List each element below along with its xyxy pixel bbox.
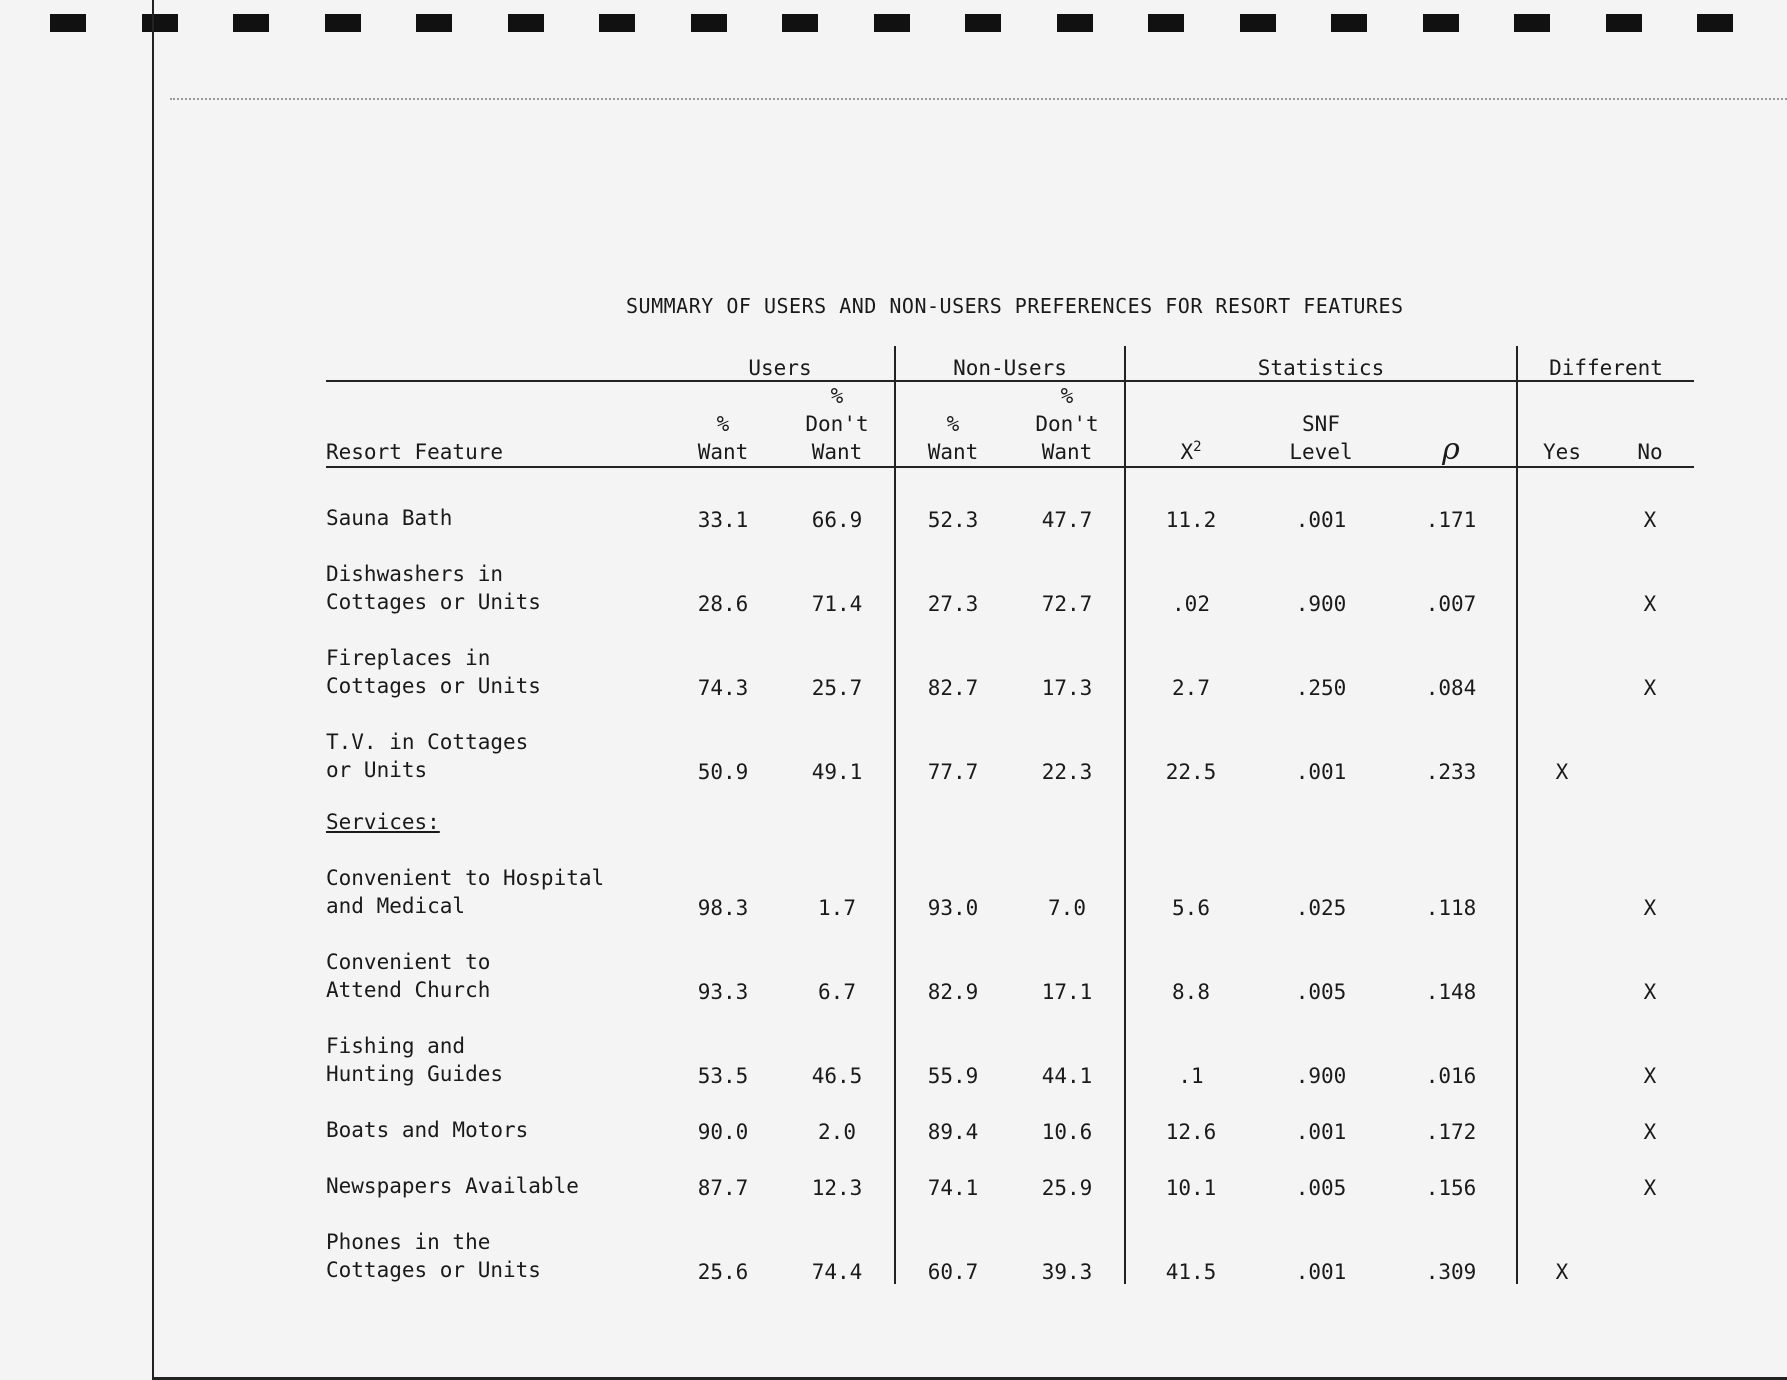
rho-cell: .156	[1386, 1144, 1517, 1200]
chi-square-cell: 22.5	[1165, 760, 1217, 784]
feature-label-line: Boats and Motors	[326, 1118, 529, 1142]
left-margin-rule	[152, 0, 154, 1380]
different-no-cell: X	[1643, 676, 1657, 700]
preferences-table	[326, 346, 1694, 1284]
users-want-cell: 87.7	[697, 1176, 749, 1200]
different-no-cell: X	[1643, 508, 1657, 532]
snf-level-cell: .001	[1295, 1120, 1347, 1144]
non-users-want-cell: 89.4	[927, 1120, 979, 1144]
perforation-hole	[1606, 14, 1642, 32]
resort-feature-cell	[326, 532, 666, 616]
resort-feature-cell	[326, 1004, 666, 1088]
different-yes-cell	[1517, 1088, 1606, 1144]
section-label-text: Services:	[326, 810, 440, 834]
table-row	[326, 616, 1694, 700]
table-row	[326, 532, 1694, 616]
non-users-want-cell: 74.1	[927, 1176, 979, 1200]
users-dont-want-cell: 1.7	[780, 836, 895, 920]
resort-feature-cell	[326, 616, 666, 700]
table-row	[326, 467, 1694, 532]
chi-square-cell: 8.8	[1172, 980, 1210, 1004]
feature-label-line: Convenient to	[326, 950, 491, 974]
different-yes-cell	[1517, 1144, 1606, 1200]
snf-level-cell: .250	[1295, 676, 1347, 700]
non-users-dont-want-cell: 10.6	[1010, 1088, 1125, 1144]
table-row	[326, 920, 1694, 1004]
perforation-hole	[416, 14, 452, 32]
different-yes-header: Yes	[1517, 381, 1606, 467]
rho-cell: .172	[1386, 1088, 1517, 1144]
different-yes-cell	[1517, 532, 1606, 616]
snf-level-cell: .005	[1295, 980, 1347, 1004]
perforation-hole	[50, 14, 86, 32]
table-row	[326, 1004, 1694, 1088]
non-users-dont-want-cell: 17.3	[1010, 616, 1125, 700]
non-users-dont-want-cell: 7.0	[1010, 836, 1125, 920]
statistics-group-header: Statistics	[1125, 346, 1517, 381]
snf-level-cell: .001	[1295, 1260, 1347, 1284]
chi-square-cell: 2.7	[1172, 676, 1210, 700]
group-header-row	[326, 346, 1694, 381]
snf-level-cell: .005	[1295, 1176, 1347, 1200]
empty-cell	[1606, 784, 1694, 836]
rho-cell: .171	[1386, 467, 1517, 532]
empty-cell	[1256, 784, 1386, 836]
feature-label-line: Convenient to Hospital	[326, 866, 605, 890]
feature-label-line: Fishing and	[326, 1034, 466, 1058]
rho-cell: .148	[1386, 920, 1517, 1004]
perforation-hole	[782, 14, 818, 32]
users-group-header: Users	[666, 346, 895, 381]
non-users-dont-want-header: % Don't Want	[1010, 381, 1125, 467]
different-no-cell: X	[1643, 1120, 1657, 1144]
different-no-cell	[1606, 700, 1694, 784]
perforation-hole	[233, 14, 269, 32]
empty-cell	[895, 784, 1010, 836]
chi-square-cell: .02	[1172, 592, 1210, 616]
table-row	[326, 700, 1694, 784]
feature-label-line: Cottages or Units	[326, 674, 541, 698]
resort-feature-cell	[326, 836, 666, 920]
different-yes-cell	[1517, 467, 1606, 532]
non-users-dont-want-cell: 22.3	[1010, 700, 1125, 784]
different-no-header: No	[1606, 381, 1694, 467]
perforation-hole	[1423, 14, 1459, 32]
rho-cell: .007	[1386, 532, 1517, 616]
different-no-cell: X	[1643, 1176, 1657, 1200]
chi-square-header: $X^2$	[1125, 381, 1256, 467]
users-want-cell: 98.3	[697, 896, 749, 920]
feature-label-line: Cottages or Units	[326, 590, 541, 614]
non-users-dont-want-cell: 44.1	[1010, 1004, 1125, 1088]
dotted-top-rule	[170, 98, 1787, 100]
users-want-cell: 33.1	[697, 508, 749, 532]
users-dont-want-cell: 66.9	[780, 467, 895, 532]
chi-square-cell: 41.5	[1165, 1260, 1217, 1284]
rho-header: ρ	[1386, 381, 1517, 467]
chi-square-cell: 12.6	[1165, 1120, 1217, 1144]
users-want-header: % Want	[666, 381, 780, 467]
non-users-dont-want-cell: 72.7	[1010, 532, 1125, 616]
empty-cell	[1010, 784, 1125, 836]
perforation-hole	[691, 14, 727, 32]
perforation-hole	[1697, 14, 1733, 32]
services-section-label	[326, 784, 666, 836]
perforation-hole	[508, 14, 544, 32]
different-yes-cell	[1517, 616, 1606, 700]
table-row	[326, 1144, 1694, 1200]
rho-cell: .309	[1386, 1200, 1517, 1284]
perforation-hole	[1331, 14, 1367, 32]
feature-label-line: Phones in the	[326, 1230, 491, 1254]
snf-level-cell: .001	[1295, 760, 1347, 784]
column-header-row	[326, 381, 1694, 467]
different-yes-cell: X	[1555, 760, 1569, 784]
feature-label-line: Attend Church	[326, 978, 491, 1002]
empty-cell	[666, 784, 780, 836]
empty-cell	[1125, 784, 1256, 836]
snf-level-header: SNF Level	[1256, 381, 1386, 467]
snf-level-cell: .025	[1295, 896, 1347, 920]
users-dont-want-cell: 74.4	[780, 1200, 895, 1284]
non-users-group-header: Non-Users	[895, 346, 1125, 381]
non-users-dont-want-cell: 17.1	[1010, 920, 1125, 1004]
resort-feature-cell	[326, 467, 666, 532]
feature-label-line: Hunting Guides	[326, 1062, 504, 1086]
perforation-hole	[1514, 14, 1550, 32]
users-want-cell: 90.0	[697, 1120, 749, 1144]
feature-group-spacer	[326, 346, 666, 381]
document-title: SUMMARY OF USERS AND NON-USERS PREFERENCES FOR RESORT FEATURES	[626, 294, 1404, 318]
film-perforation-strip	[0, 14, 1787, 32]
resort-feature-cell	[326, 1200, 666, 1284]
different-yes-cell	[1517, 836, 1606, 920]
feature-label-line: Fireplaces in	[326, 646, 491, 670]
non-users-want-cell: 55.9	[927, 1064, 979, 1088]
resort-feature-header: Resort Feature	[326, 381, 666, 467]
snf-level-cell: .001	[1295, 508, 1347, 532]
rho-cell: .084	[1386, 616, 1517, 700]
feature-label-line: Dishwashers in	[326, 562, 504, 586]
different-yes-cell	[1517, 1004, 1606, 1088]
non-users-want-cell: 27.3	[927, 592, 979, 616]
resort-feature-cell	[326, 920, 666, 1004]
non-users-want-cell: 82.9	[927, 980, 979, 1004]
users-dont-want-cell: 25.7	[780, 616, 895, 700]
users-dont-want-cell: 46.5	[780, 1004, 895, 1088]
different-no-cell: X	[1643, 980, 1657, 1004]
non-users-dont-want-cell: 25.9	[1010, 1144, 1125, 1200]
non-users-want-cell: 93.0	[927, 896, 979, 920]
perforation-hole	[142, 14, 178, 32]
perforation-hole	[1057, 14, 1093, 32]
resort-feature-cell	[326, 1088, 666, 1144]
chi-square-cell: 11.2	[1165, 508, 1217, 532]
empty-cell	[780, 784, 895, 836]
chi-square-cell: 10.1	[1165, 1176, 1217, 1200]
resort-feature-cell	[326, 700, 666, 784]
empty-cell	[1517, 784, 1606, 836]
perforation-hole	[1240, 14, 1276, 32]
rho-cell: .233	[1386, 700, 1517, 784]
table-row	[326, 836, 1694, 920]
perforation-hole	[965, 14, 1001, 32]
different-yes-cell: X	[1555, 1260, 1569, 1284]
resort-feature-cell	[326, 1144, 666, 1200]
rho-cell: .016	[1386, 1004, 1517, 1088]
non-users-want-cell: 82.7	[927, 676, 979, 700]
section-row	[326, 784, 1694, 836]
chi-square-cell: 5.6	[1172, 896, 1210, 920]
non-users-dont-want-cell: 47.7	[1010, 467, 1125, 532]
different-no-cell: X	[1643, 896, 1657, 920]
perforation-hole	[1148, 14, 1184, 32]
different-no-cell: X	[1643, 592, 1657, 616]
users-want-cell: 74.3	[697, 676, 749, 700]
non-users-want-header: % Want	[895, 381, 1010, 467]
different-no-cell: X	[1643, 1064, 1657, 1088]
users-dont-want-cell: 12.3	[780, 1144, 895, 1200]
rho-cell: .118	[1386, 836, 1517, 920]
users-dont-want-cell: 2.0	[780, 1088, 895, 1144]
different-group-header: Different	[1517, 346, 1694, 381]
perforation-hole	[599, 14, 635, 32]
feature-label-line: or Units	[326, 758, 428, 782]
users-want-cell: 93.3	[697, 980, 749, 1004]
perforation-hole	[874, 14, 910, 32]
users-want-cell: 28.6	[697, 592, 749, 616]
empty-cell	[1386, 784, 1517, 836]
non-users-dont-want-cell: 39.3	[1010, 1200, 1125, 1284]
snf-level-cell: .900	[1295, 592, 1347, 616]
feature-label-line: Newspapers Available	[326, 1174, 579, 1198]
feature-label-line: Sauna Bath	[326, 506, 453, 530]
table-row	[326, 1200, 1694, 1284]
perforation-hole	[325, 14, 361, 32]
chi-square-cell: .1	[1178, 1064, 1204, 1088]
users-want-cell: 25.6	[697, 1260, 749, 1284]
table-body	[326, 467, 1694, 1284]
feature-label-line: and Medical	[326, 894, 466, 918]
users-dont-want-cell: 49.1	[780, 700, 895, 784]
users-dont-want-cell: 6.7	[780, 920, 895, 1004]
users-want-cell: 53.5	[697, 1064, 749, 1088]
non-users-want-cell: 77.7	[927, 760, 979, 784]
non-users-want-cell: 52.3	[927, 508, 979, 532]
snf-level-cell: .900	[1295, 1064, 1347, 1088]
table-row	[326, 1088, 1694, 1144]
different-yes-cell	[1517, 920, 1606, 1004]
users-dont-want-header: % Don't Want	[780, 381, 895, 467]
different-no-cell	[1606, 1200, 1694, 1284]
non-users-want-cell: 60.7	[927, 1260, 979, 1284]
feature-label-line: T.V. in Cottages	[326, 730, 529, 754]
feature-label-line: Cottages or Units	[326, 1258, 541, 1282]
users-want-cell: 50.9	[697, 760, 749, 784]
users-dont-want-cell: 71.4	[780, 532, 895, 616]
